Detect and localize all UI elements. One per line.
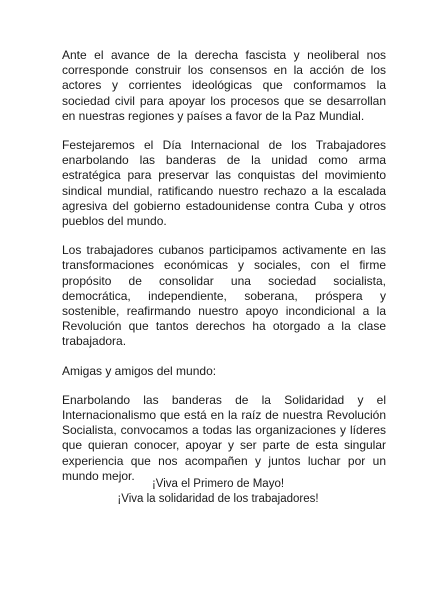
closing-line-solidarity: ¡Viva la solidaridad de los trabajadores!	[117, 492, 319, 505]
closing-slogans	[0, 477, 436, 506]
paragraph-greeting: Amigas y amigos del mundo:	[62, 363, 217, 378]
paragraph-solidarity: Enarbolando las banderas de la Solidaridad y el Internacionalismo que está en la raíz de nuestra Revolución Socialista, convocamos a todas las organizaciones y líderes que quieran conocer, apoyar y ser parte de esta singular experiencia que nos acompañen y juntos luchar por un mundo mejor.	[62, 392, 386, 483]
document-body	[62, 48, 386, 498]
paragraph-cuban-workers: Los trabajadores cubanos participamos activamente en las transformaciones económicas y sociales, con el firme propósito de consolidar una sociedad socialista, democrática, independiente, soberana, próspera y sostenible, reafirmando nuestro apoyo incondicional a la Revolución que tantos derechos ha otorgado a la clase trabajadora.	[62, 243, 386, 349]
closing-line-may-day: ¡Viva el Primero de Mayo!	[151, 478, 285, 490]
paragraph-workers-day: Festejaremos el Día Internacional de los Trabajadores enarbolando las banderas de la unidad como arma estratégica para preservar las conquistas del movimiento sindical mundial, ratificando nuestro rechazo a la escalada agresiva del gobierno estadounidense contra Cuba y otros pueblos del mundo.	[62, 138, 386, 229]
paragraph-peace: Ante el avance de la derecha fascista y neoliberal nos corresponde construir los consensos en la acción de los actores y corrientes ideológicas que conformamos la sociedad civil para apoyar los procesos que se desarrollan en nuestras regiones y países a favor de la Paz Mundial.	[62, 48, 386, 123]
